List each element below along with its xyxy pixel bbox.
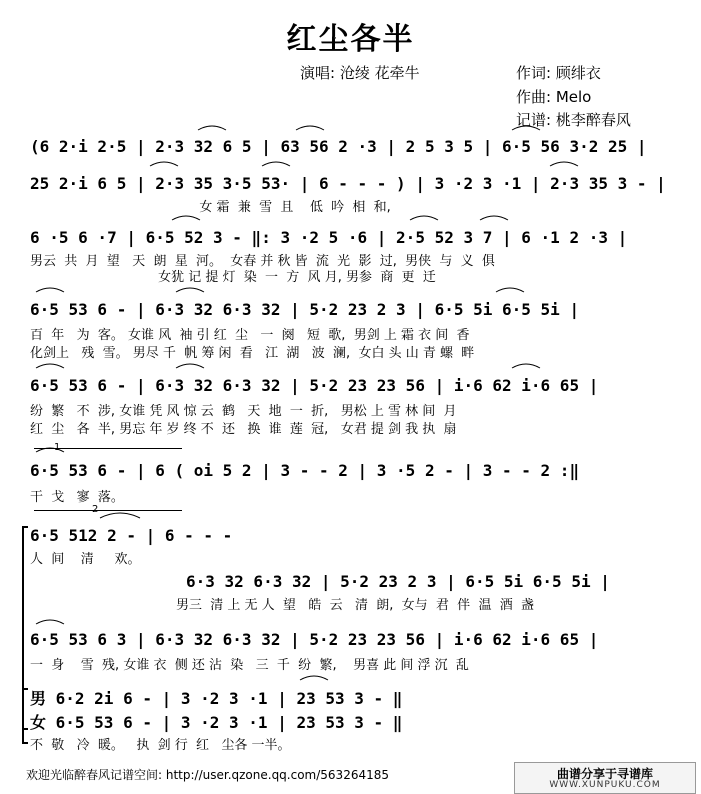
volta-2-label: 2 — [92, 504, 99, 515]
slur — [100, 513, 140, 518]
lyricist-credit: 作词: 顾绯衣 — [516, 64, 601, 82]
volta-2-bracket — [34, 510, 182, 511]
footer-badge-url: WWW.XUNPUKU.COM — [549, 780, 661, 790]
slur — [550, 162, 578, 166]
transcriber-credit: 记谱: 桃李醉春风 — [516, 111, 631, 129]
note-line: 25 2·i 6 5 | 2·3 35 3·5 53· | 6 - - - ) | 3 ·2 3 ·1 | 2·3 35 3 - | — [30, 173, 666, 193]
slur — [36, 364, 64, 368]
slur — [410, 216, 438, 220]
slur — [36, 288, 64, 292]
lyric-line: 一 身 雪 残, 女谁 衣 侧 还 沾 染 三 千 纷 繁, 男喜 此 间 浮 沉 乱 — [30, 657, 469, 673]
lyric-line: 男云 共 月 望 天 朗 星 河。 女春 并 秋 皆 流 光 影 过, 男侠 与 义 俱 — [30, 253, 495, 269]
slur — [198, 126, 226, 130]
slur — [172, 216, 200, 220]
slur — [36, 620, 64, 624]
note-line: 6·5 53 6 3 | 6·3 32 6·3 32 | 5·2 23 23 56 | i·6 62 i·6 65 | — [30, 629, 599, 649]
lyric-line: 女犹 记 提 灯 染 一 方 风 月, 男参 商 更 迁 — [30, 269, 436, 285]
lyric-line: 红 尘 各 半, 男忘 年 岁 终 不 还 换 谁 莲 冠, 女君 提 剑 我 执 扇 — [30, 421, 457, 437]
volta-1-bracket — [34, 448, 182, 449]
slur — [176, 288, 204, 292]
lyric-line: 化剑上 残 雪。 男尽 千 帆 筹 闲 看 江 湖 波 澜, 女白 头 山 青 螺 畔 — [30, 345, 475, 361]
slur — [512, 364, 540, 368]
lyric-line: 百 年 为 客。 女谁 风 袖 引 红 尘 一 阕 短 歌, 男剑 上 霜 衣 间 香 — [30, 327, 470, 343]
volta-1-label: 1 — [54, 442, 61, 453]
note-line-male: 男 6·2 2i 6 - | 3 ·2 3 ·1 | 23 53 3 - ‖ — [30, 688, 403, 708]
slur — [176, 364, 204, 368]
note-line: (6 2·i 2·5 | 2·3 32 6 5 | 63 56 2 ·3 | 2 5 3 5 | 6·5 56 3·2 25 | — [30, 136, 647, 156]
singer-credit: 演唱: 沧绫 花牵牛 — [300, 64, 420, 82]
slur — [496, 288, 524, 292]
note-line: 6 ·5 6 ·7 | 6·5 52 3 - ‖: 3 ·2 5 ·6 | 2·5 52 3 7 | 6 ·1 2 ·3 | — [30, 227, 628, 247]
lyric-line: 纷 繁 不 涉, 女谁 凭 风 惊 云 鹤 天 地 一 折, 男松 上 雪 林 间 月 — [30, 403, 457, 419]
lyric-line: 女 霜 兼 雪 且 低 吟 相 和, — [30, 199, 391, 215]
note-line: 6·5 53 6 - | 6·3 32 6·3 32 | 5·2 23 2 3 | 6·5 5i 6·5 5i | — [30, 299, 580, 319]
slur — [262, 162, 290, 166]
lyric-line: 不 敬 冷 暖。 执 剑 行 红 尘各 一半。 — [30, 737, 291, 753]
composer-credit: 作曲: Melo — [516, 88, 592, 106]
slur — [300, 676, 328, 680]
slur — [296, 126, 324, 130]
footer-badge — [514, 762, 696, 794]
system-bracket — [22, 688, 28, 744]
note-line-female: 女 6·5 53 6 - | 3 ·2 3 ·1 | 23 53 3 - ‖ — [30, 712, 403, 732]
note-line: 6·5 53 6 - | 6·3 32 6·3 32 | 5·2 23 23 56 | i·6 62 i·6 65 | — [30, 375, 599, 395]
lyric-line: 男三 清 上 无 人 望 皓 云 清 朗, 女与 君 伴 温 酒 盏 — [176, 597, 534, 613]
slur — [480, 216, 508, 220]
note-line: 6·5 512 2 - | 6 - - - — [30, 525, 233, 545]
footer-text: 欢迎光临醉春风记谱空间: http://user.qzone.qq.com/563264185 — [26, 768, 390, 782]
slur — [150, 162, 178, 166]
note-line: 6·5 53 6 - | 6 ( oi 5 2 | 3 - - 2 | 3 ·5 2 - | 3 - - 2 :‖ — [30, 460, 580, 480]
song-title: 红尘各半 — [286, 22, 415, 57]
footer-badge-label: 曲谱分享于寻谱库 — [556, 767, 653, 781]
note-line: 6·3 32 6·3 32 | 5·2 23 2 3 | 6·5 5i 6·5 5i | — [186, 571, 610, 591]
lyric-line: 干 戈 寥 落。 — [30, 489, 124, 505]
lyric-line: 人 间 清 欢。 — [30, 551, 141, 567]
